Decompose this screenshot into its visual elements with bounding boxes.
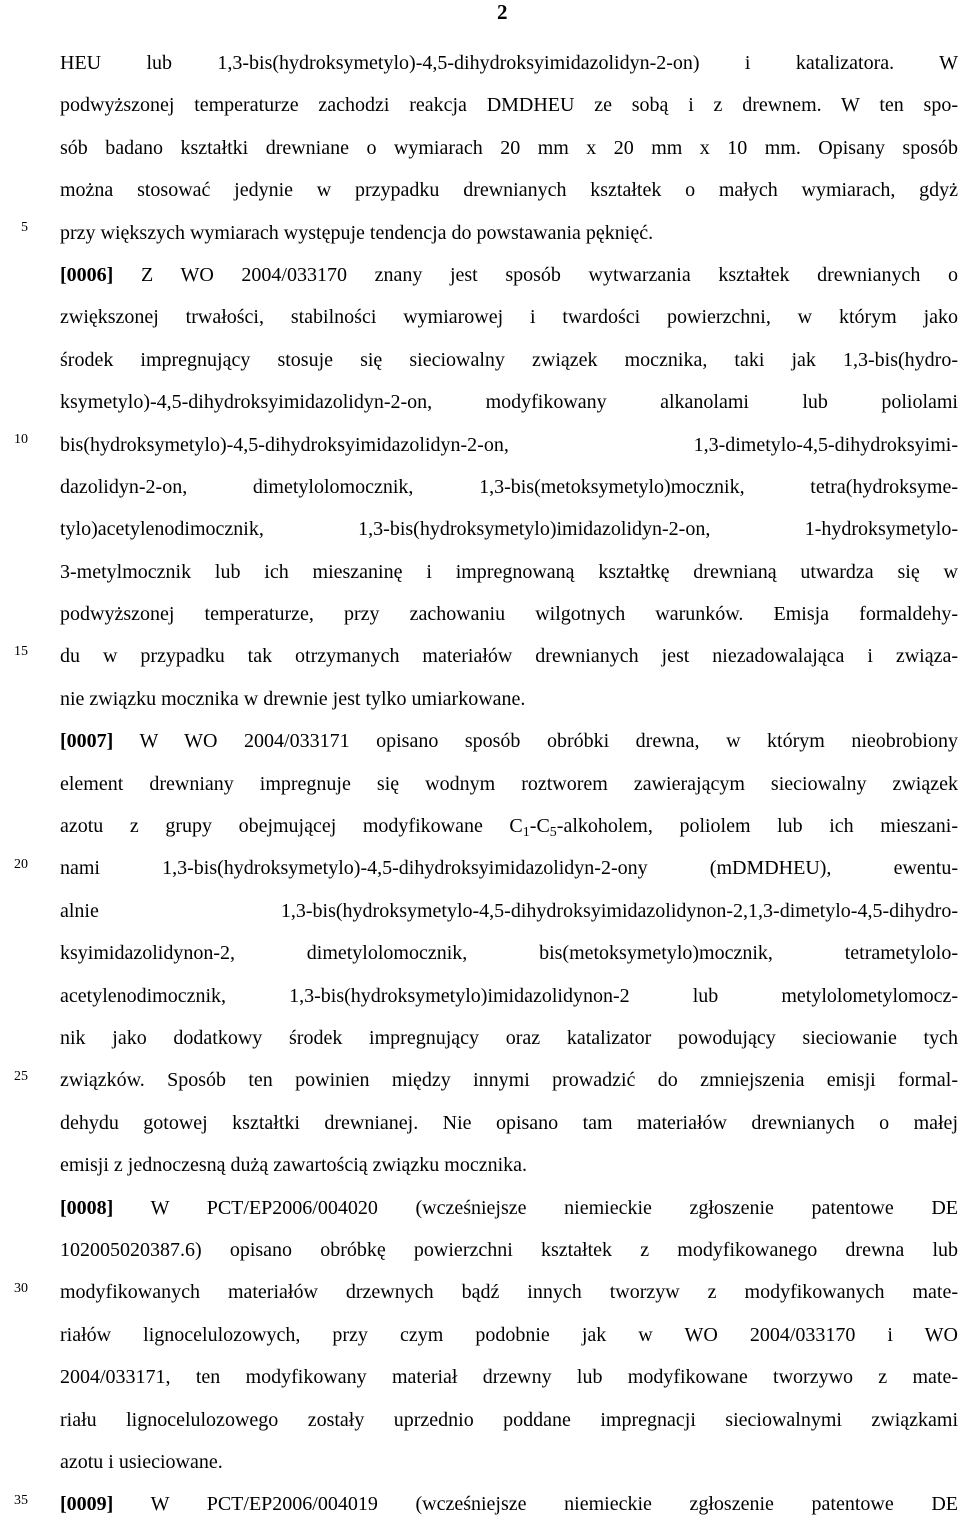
text-line: [60, 763, 958, 805]
line-number: 35: [14, 1493, 28, 1508]
text-line: [60, 1271, 958, 1313]
line-text: W WO 2004/033171 opisano sposób obróbki drewna, w którym nieobrobiony: [113, 730, 958, 753]
line-text: acetylenodimocznik, 1,3-bis(hydroksymetylo)imidazolidynon-2 lub metylolometylomocz-: [60, 984, 958, 1007]
text-line: [60, 296, 958, 338]
text-line: [60, 1314, 958, 1356]
text-line: [60, 339, 958, 381]
line-text: sób badano kształtki drewniane o wymiarach 20 mm x 20 mm x 10 mm. Opisany sposób: [60, 136, 958, 159]
line-text: 102005020387.6) opisano obróbkę powierzchni kształtek z modyfikowanego drewna lub: [60, 1238, 958, 1261]
line-text: du w przypadku tak otrzymanych materiałów drewnianych jest niezadowalająca i związa-: [60, 645, 958, 668]
text-line: [60, 42, 958, 84]
text-line: [60, 1399, 958, 1441]
line-text: 3-metylmocznik lub ich mieszaninę i impregnowaną kształtkę drewnianą utwardza się w: [60, 560, 958, 583]
text-line: [60, 847, 958, 889]
subscript: 1: [522, 825, 530, 841]
line-text: -alkoholem, poliolem lub ich mieszani-: [556, 815, 959, 838]
text-line: [60, 1441, 958, 1483]
line-text: związków. Sposób ten powinien między innymi prowadzić do zmniejszenia emisji formal-: [60, 1069, 958, 1092]
line-text: nami 1,3-bis(hydroksymetylo)-4,5-dihydroksyimidazolidyn-2-ony (mDMDHEU), ewentu-: [60, 857, 958, 880]
line-text: 2004/033171, ten modyfikowany materiał drzewny lub modyfikowane tworzywo z mate-: [60, 1366, 958, 1389]
text-line: [60, 84, 958, 126]
line-text: bis(hydroksymetylo)-4,5-dihydroksyimidazolidyn-2-on, 1,3-dimetylo-4,5-dihydroksyimi-: [60, 433, 958, 456]
line-text: można stosować jedynie w przypadku drewnianych kształtek o małych wymiarach, gdyż: [60, 179, 958, 202]
text-line: [60, 932, 958, 974]
line-text: azotu i usieciowane.: [60, 1450, 223, 1473]
text-line: [60, 1059, 958, 1101]
text-line: [60, 678, 958, 720]
line-text: zwiększonej trwałości, stabilności wymiarowej i twardości powierzchni, w którym jako: [60, 306, 958, 329]
line-text: riałów lignocelulozowych, przy czym podobnie jak w WO 2004/033170 i WO: [60, 1323, 958, 1346]
line-text: nie związku mocznika w drewnie jest tylko umiarkowane.: [60, 687, 526, 710]
line-text: Z WO 2004/033170 znany jest sposób wytwarzania kształtek drewnianych o: [113, 263, 958, 286]
line-text: -C: [529, 815, 550, 838]
line-text: emisji z jednoczesną dużą zawartością związku mocznika.: [60, 1154, 528, 1177]
line-text: alnie 1,3-bis(hydroksymetylo-4,5-dihydroksyimidazolidynon-2,1,3-dimetylo-4,5-dihydro-: [60, 899, 958, 922]
paragraph-0009-start: [60, 1483, 958, 1525]
text-line: [60, 424, 958, 466]
text-line: [60, 1017, 958, 1059]
line-text: podwyższonej temperaturze, przy zachowaniu wilgotnych warunków. Emisja formaldehy-: [60, 603, 958, 626]
text-line: [60, 508, 958, 550]
line-text: element drewniany impregnuje się wodnym roztworem zawierającym sieciowalny związek: [60, 772, 958, 795]
paragraph-0006-start: [60, 254, 958, 296]
line-text: azotu z grupy obejmującej modyfikowane C: [60, 815, 523, 838]
page-number: 2: [497, 0, 508, 24]
line-number: 15: [14, 644, 28, 659]
text-line: [60, 212, 958, 254]
text-line: [60, 551, 958, 593]
text-line: [60, 975, 958, 1017]
line-number: 10: [14, 432, 28, 447]
line-text: dazolidyn-2-on, dimetylolomocznik, 1,3-bis(metoksymetylo)mocznik, tetra(hydroksyme-: [60, 475, 958, 498]
subscript: 5: [549, 825, 557, 841]
line-text: podwyższonej temperaturze zachodzi reakcja DMDHEU ze sobą i z drewnem. W ten spo-: [60, 94, 958, 117]
paragraph-number: [0009]: [60, 1493, 114, 1516]
line-text: modyfikowanych materiałów drzewnych bądź innych tworzyw z modyfikowanych mate-: [60, 1281, 958, 1304]
paragraph-number: [0008]: [60, 1196, 114, 1219]
text-line: [60, 1144, 958, 1186]
text-line: [60, 381, 958, 423]
text-line: [60, 169, 958, 211]
line-text: środek impregnujący stosuje się sieciowalny związek mocznika, taki jak 1,3-bis(hydro-: [60, 348, 958, 371]
text-line: [60, 805, 958, 847]
document-body: [60, 42, 958, 1526]
line-number-margin: [0, 0, 40, 1515]
paragraph-number: [0006]: [60, 263, 114, 286]
line-text: W PCT/EP2006/004020 (wcześniejsze niemieckie zgłoszenie patentowe DE: [113, 1196, 958, 1219]
text-line: [60, 890, 958, 932]
text-line: [60, 127, 958, 169]
line-number: 25: [14, 1069, 28, 1084]
line-text: HEU lub 1,3-bis(hydroksymetylo)-4,5-dihydroksyimidazolidyn-2-on) i katalizatora. W: [60, 52, 958, 74]
text-line: [60, 635, 958, 677]
text-line: [60, 1229, 958, 1271]
line-text: dehydu gotowej kształtki drewnianej. Nie opisano tam materiałów drewnianych o małej: [60, 1111, 958, 1134]
line-text: nik jako dodatkowy środek impregnujący oraz katalizator powodujący sieciowanie tych: [60, 1026, 958, 1049]
line-number: 20: [14, 857, 28, 872]
line-number: 30: [14, 1281, 28, 1296]
line-number: 5: [21, 220, 28, 235]
paragraph-0008-start: [60, 1187, 958, 1229]
line-text: riału lignocelulozowego zostały uprzednio poddane impregnacji sieciowalnymi związkami: [60, 1408, 958, 1431]
paragraph-number: [0007]: [60, 730, 114, 753]
line-text: W PCT/EP2006/004019 (wcześniejsze niemieckie zgłoszenie patentowe DE: [113, 1493, 958, 1516]
text-line: [60, 466, 958, 508]
text-line: [60, 1356, 958, 1398]
line-text: ksymetylo)-4,5-dihydroksyimidazolidyn-2-on, modyfikowany alkanolami lub poliolami: [60, 391, 958, 414]
text-line: [60, 1102, 958, 1144]
text-line: [60, 593, 958, 635]
line-text: przy większych wymiarach występuje tendencja do powstawania pęknięć.: [60, 221, 654, 244]
line-text: ksyimidazolidynon-2, dimetylolomocznik, bis(metoksymetylo)mocznik, tetrametylolo-: [60, 942, 958, 965]
line-text: tylo)acetylenodimocznik, 1,3-bis(hydroksymetylo)imidazolidyn-2-on, 1-hydroksymetylo-: [60, 518, 958, 541]
paragraph-0007-start: [60, 720, 958, 762]
